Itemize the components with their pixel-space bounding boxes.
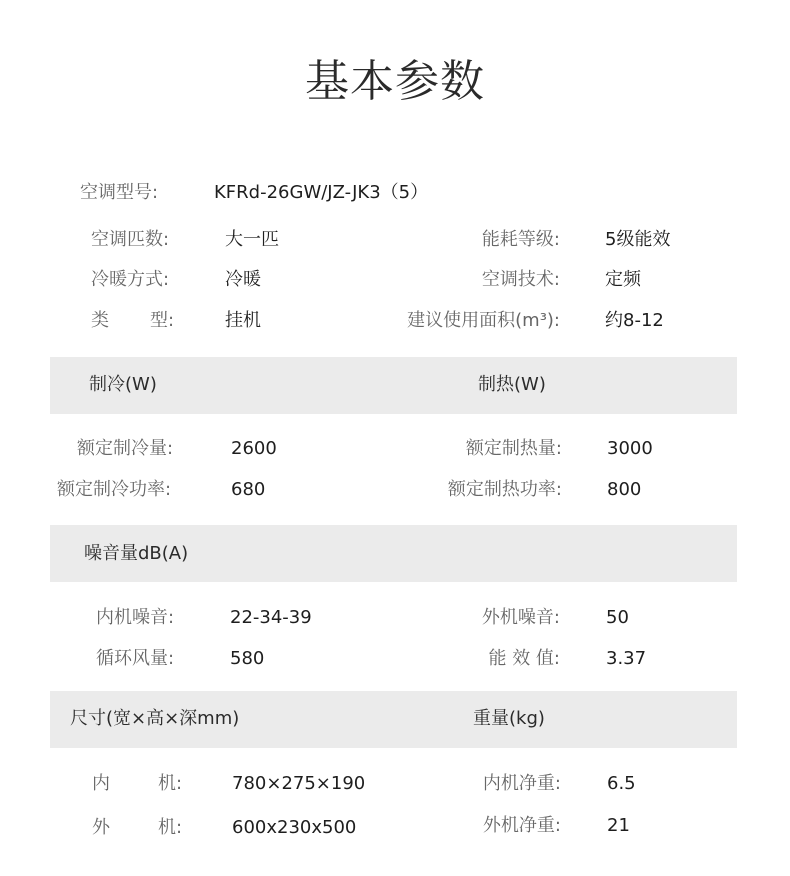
efficiency-label: 能 效 值:: [488, 648, 560, 669]
indoor-size-label-b: 机:: [158, 773, 183, 794]
outdoor-size-label-b: 机:: [158, 817, 183, 838]
indoor-size-value: 780×275×190: [232, 773, 366, 794]
energy-level-value: 5级能效: [605, 229, 671, 250]
page-title: 基本参数: [305, 56, 485, 107]
airflow-value: 580: [230, 648, 265, 669]
airflow-label: 循环风量:: [96, 648, 175, 669]
weight-header: 重量(kg): [473, 708, 545, 729]
heating-header: 制热(W): [478, 374, 546, 395]
outdoor-weight-label: 外机净重:: [482, 815, 561, 836]
cool-power-label: 额定制冷功率:: [57, 479, 172, 500]
model-value: KFRd-26GW/JZ-JK3（5）: [214, 182, 429, 203]
heat-capacity-label: 额定制热量:: [465, 438, 562, 459]
heat-power-label: 额定制热功率:: [447, 479, 562, 500]
tech-label: 空调技术:: [481, 269, 560, 290]
horsepower-label: 空调匹数:: [91, 229, 170, 250]
mode-value: 冷暖: [225, 269, 261, 290]
horsepower-value: 大一匹: [225, 229, 279, 250]
outdoor-size-value: 600x230x500: [232, 817, 357, 838]
size-weight-header-band: [50, 691, 737, 748]
tech-value: 定频: [605, 269, 641, 290]
noise-header-band: [50, 525, 737, 582]
area-value: 约8-12: [605, 310, 664, 331]
outdoor-size-label-a: 外: [92, 817, 110, 838]
cool-capacity-label: 额定制冷量:: [77, 438, 174, 459]
type-value: 挂机: [225, 310, 261, 331]
cooling-heating-header-band: [50, 357, 737, 414]
cool-capacity-value: 2600: [231, 438, 277, 459]
indoor-noise-label: 内机噪音:: [96, 607, 175, 628]
outdoor-weight-value: 21: [607, 815, 630, 836]
indoor-weight-label: 内机净重:: [482, 773, 561, 794]
efficiency-value: 3.37: [606, 648, 647, 669]
size-header: 尺寸(宽×高×深mm): [70, 708, 240, 729]
outdoor-noise-value: 50: [606, 607, 629, 628]
outdoor-noise-label: 外机噪音:: [481, 607, 560, 628]
indoor-noise-value: 22-34-39: [230, 607, 312, 628]
noise-header: 噪音量dB(A): [84, 543, 189, 564]
area-label: 建议使用面积(m³):: [407, 310, 560, 331]
type-label-b: 型:: [150, 310, 175, 331]
mode-label: 冷暖方式:: [91, 269, 170, 290]
model-label: 空调型号:: [80, 182, 159, 203]
heat-capacity-value: 3000: [607, 438, 653, 459]
indoor-weight-value: 6.5: [607, 773, 636, 794]
type-label-a: 类: [91, 310, 109, 331]
cool-power-value: 680: [231, 479, 266, 500]
cooling-header: 制冷(W): [89, 374, 157, 395]
energy-level-label: 能耗等级:: [481, 229, 560, 250]
heat-power-value: 800: [607, 479, 642, 500]
indoor-size-label-a: 内: [92, 773, 110, 794]
